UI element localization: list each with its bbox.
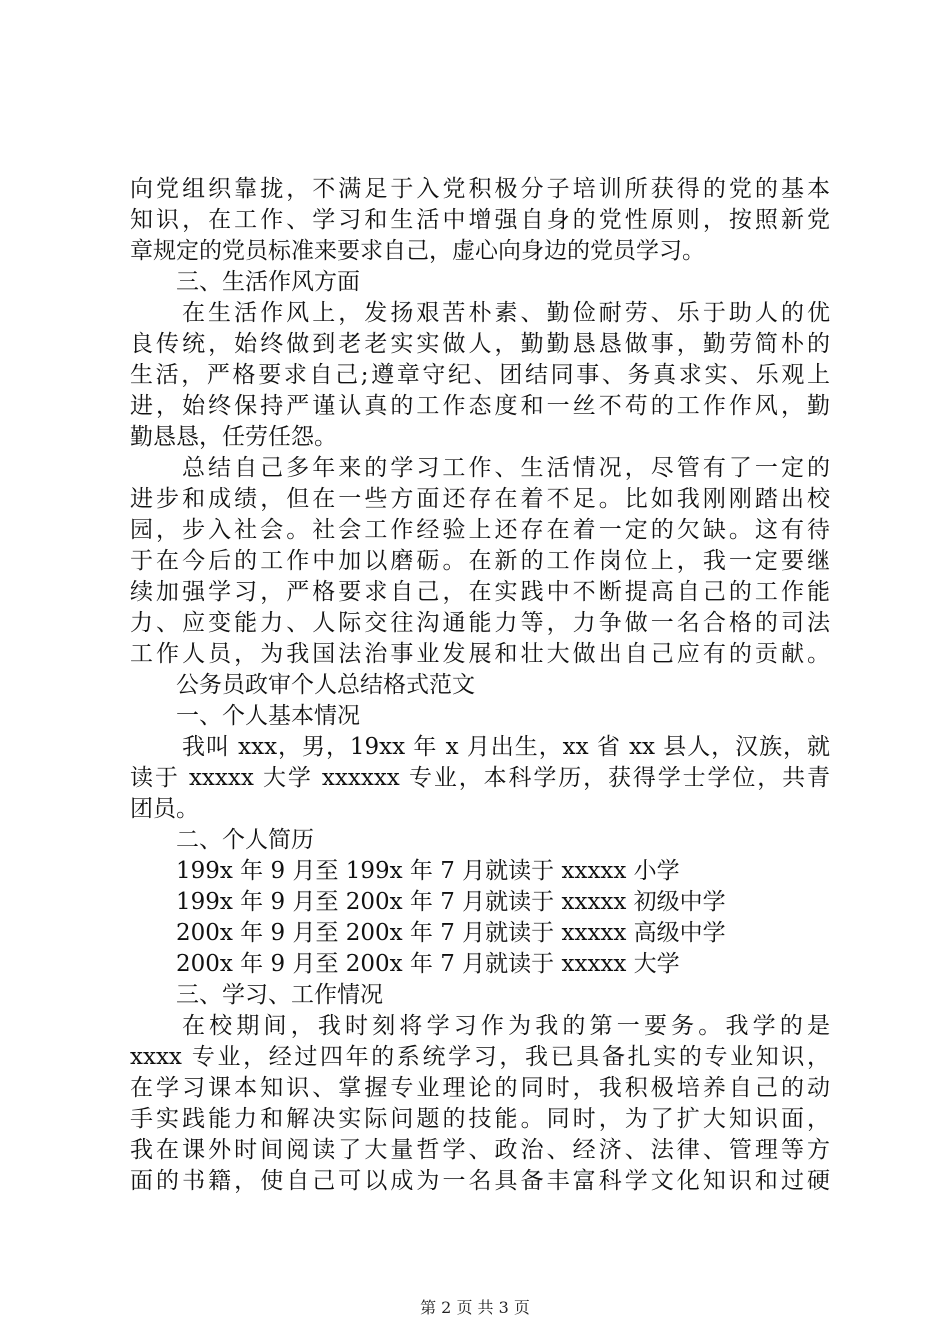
text-line: 知识，在工作、学习和生活中增强自身的党性原则，按照新党 [130, 207, 830, 233]
page-footer: 第 2 页 共 3 页 [420, 1298, 530, 1317]
text-line: 良传统，始终做到老老实实做人，勤勤恳恳做事，勤劳简朴的 [130, 331, 830, 357]
text-line: 勤恳恳，任劳任怨。 [130, 424, 337, 450]
text-line: 进步和成绩，但在一些方面还存在着不足。比如我刚刚踏出校 [130, 486, 830, 512]
document-body [130, 174, 830, 1197]
text-line: 生活，严格要求自己;遵章守纪、团结同事、务真求实、乐观上 [130, 362, 830, 388]
text-line: 面的书籍，使自己可以成为一名具备丰富科学文化知识和过硬 [130, 1168, 830, 1194]
resume-entry: 200x 年 9 月至 200x 年 7 月就读于 xxxxx 高级中学 [176, 920, 726, 946]
text-line: 手实践能力和解决实际问题的技能。同时，为了扩大知识面， [130, 1106, 830, 1132]
text-line: 向党组织靠拢，不满足于入党积极分子培训所获得的党的基本 [130, 176, 830, 202]
text-line: 读于 xxxxx 大学 xxxxxx 专业，本科学历，获得学士学位，共青 [130, 765, 830, 791]
resume-entry: 200x 年 9 月至 200x 年 7 月就读于 xxxxx 大学 [176, 951, 680, 977]
resume-entry: 199x 年 9 月至 199x 年 7 月就读于 xxxxx 小学 [176, 858, 680, 884]
text-line: 续加强学习，严格要求自己，在实践中不断提高自己的工作能 [130, 579, 830, 605]
text-line: 于在今后的工作中加以磨砺。在新的工作岗位上，我一定要继 [130, 548, 830, 574]
text-line: 工作人员，为我国法治事业发展和壮大做出自己应有的贡献。 [130, 641, 830, 667]
text-line: 在生活作风上，发扬艰苦朴素、勤俭耐劳、乐于助人的优 [182, 300, 830, 326]
text-line: 在学习课本知识、掌握专业理论的同时，我积极培养自己的动 [130, 1075, 830, 1101]
text-line: 园，步入社会。社会工作经验上还存在着一定的欠缺。这有待 [130, 517, 830, 543]
text-line: 团员。 [130, 796, 199, 822]
text-line: 在校期间，我时刻将学习作为我的第一要务。我学的是 [182, 1013, 830, 1039]
text-line: xxxx 专业，经过四年的系统学习，我已具备扎实的专业知识， [130, 1044, 830, 1070]
section-heading: 三、学习、工作情况 [176, 982, 383, 1008]
text-line: 我在课外时间阅读了大量哲学、政治、经济、法律、管理等方 [130, 1137, 830, 1163]
text-line: 章规定的党员标准来要求自己，虚心向身边的党员学习。 [130, 238, 705, 264]
text-line: 我叫 xxx，男，19xx 年 x 月出生，xx 省 xx 县人，汉族，就 [182, 734, 830, 760]
text-line: 进，始终保持严谨认真的工作态度和一丝不苟的工作作风，勤 [130, 393, 830, 419]
section-heading: 三、生活作风方面 [176, 269, 360, 295]
resume-entry: 199x 年 9 月至 200x 年 7 月就读于 xxxxx 初级中学 [176, 889, 726, 915]
section-heading: 一、个人基本情况 [176, 703, 360, 729]
section-heading: 二、个人简历 [176, 827, 314, 853]
text-line: 力、应变能力、人际交往沟通能力等，力争做一名合格的司法 [130, 610, 830, 636]
text-line: 总结自己多年来的学习工作、生活情况，尽管有了一定的 [182, 455, 830, 481]
document-title: 公务员政审个人总结格式范文 [176, 672, 475, 698]
